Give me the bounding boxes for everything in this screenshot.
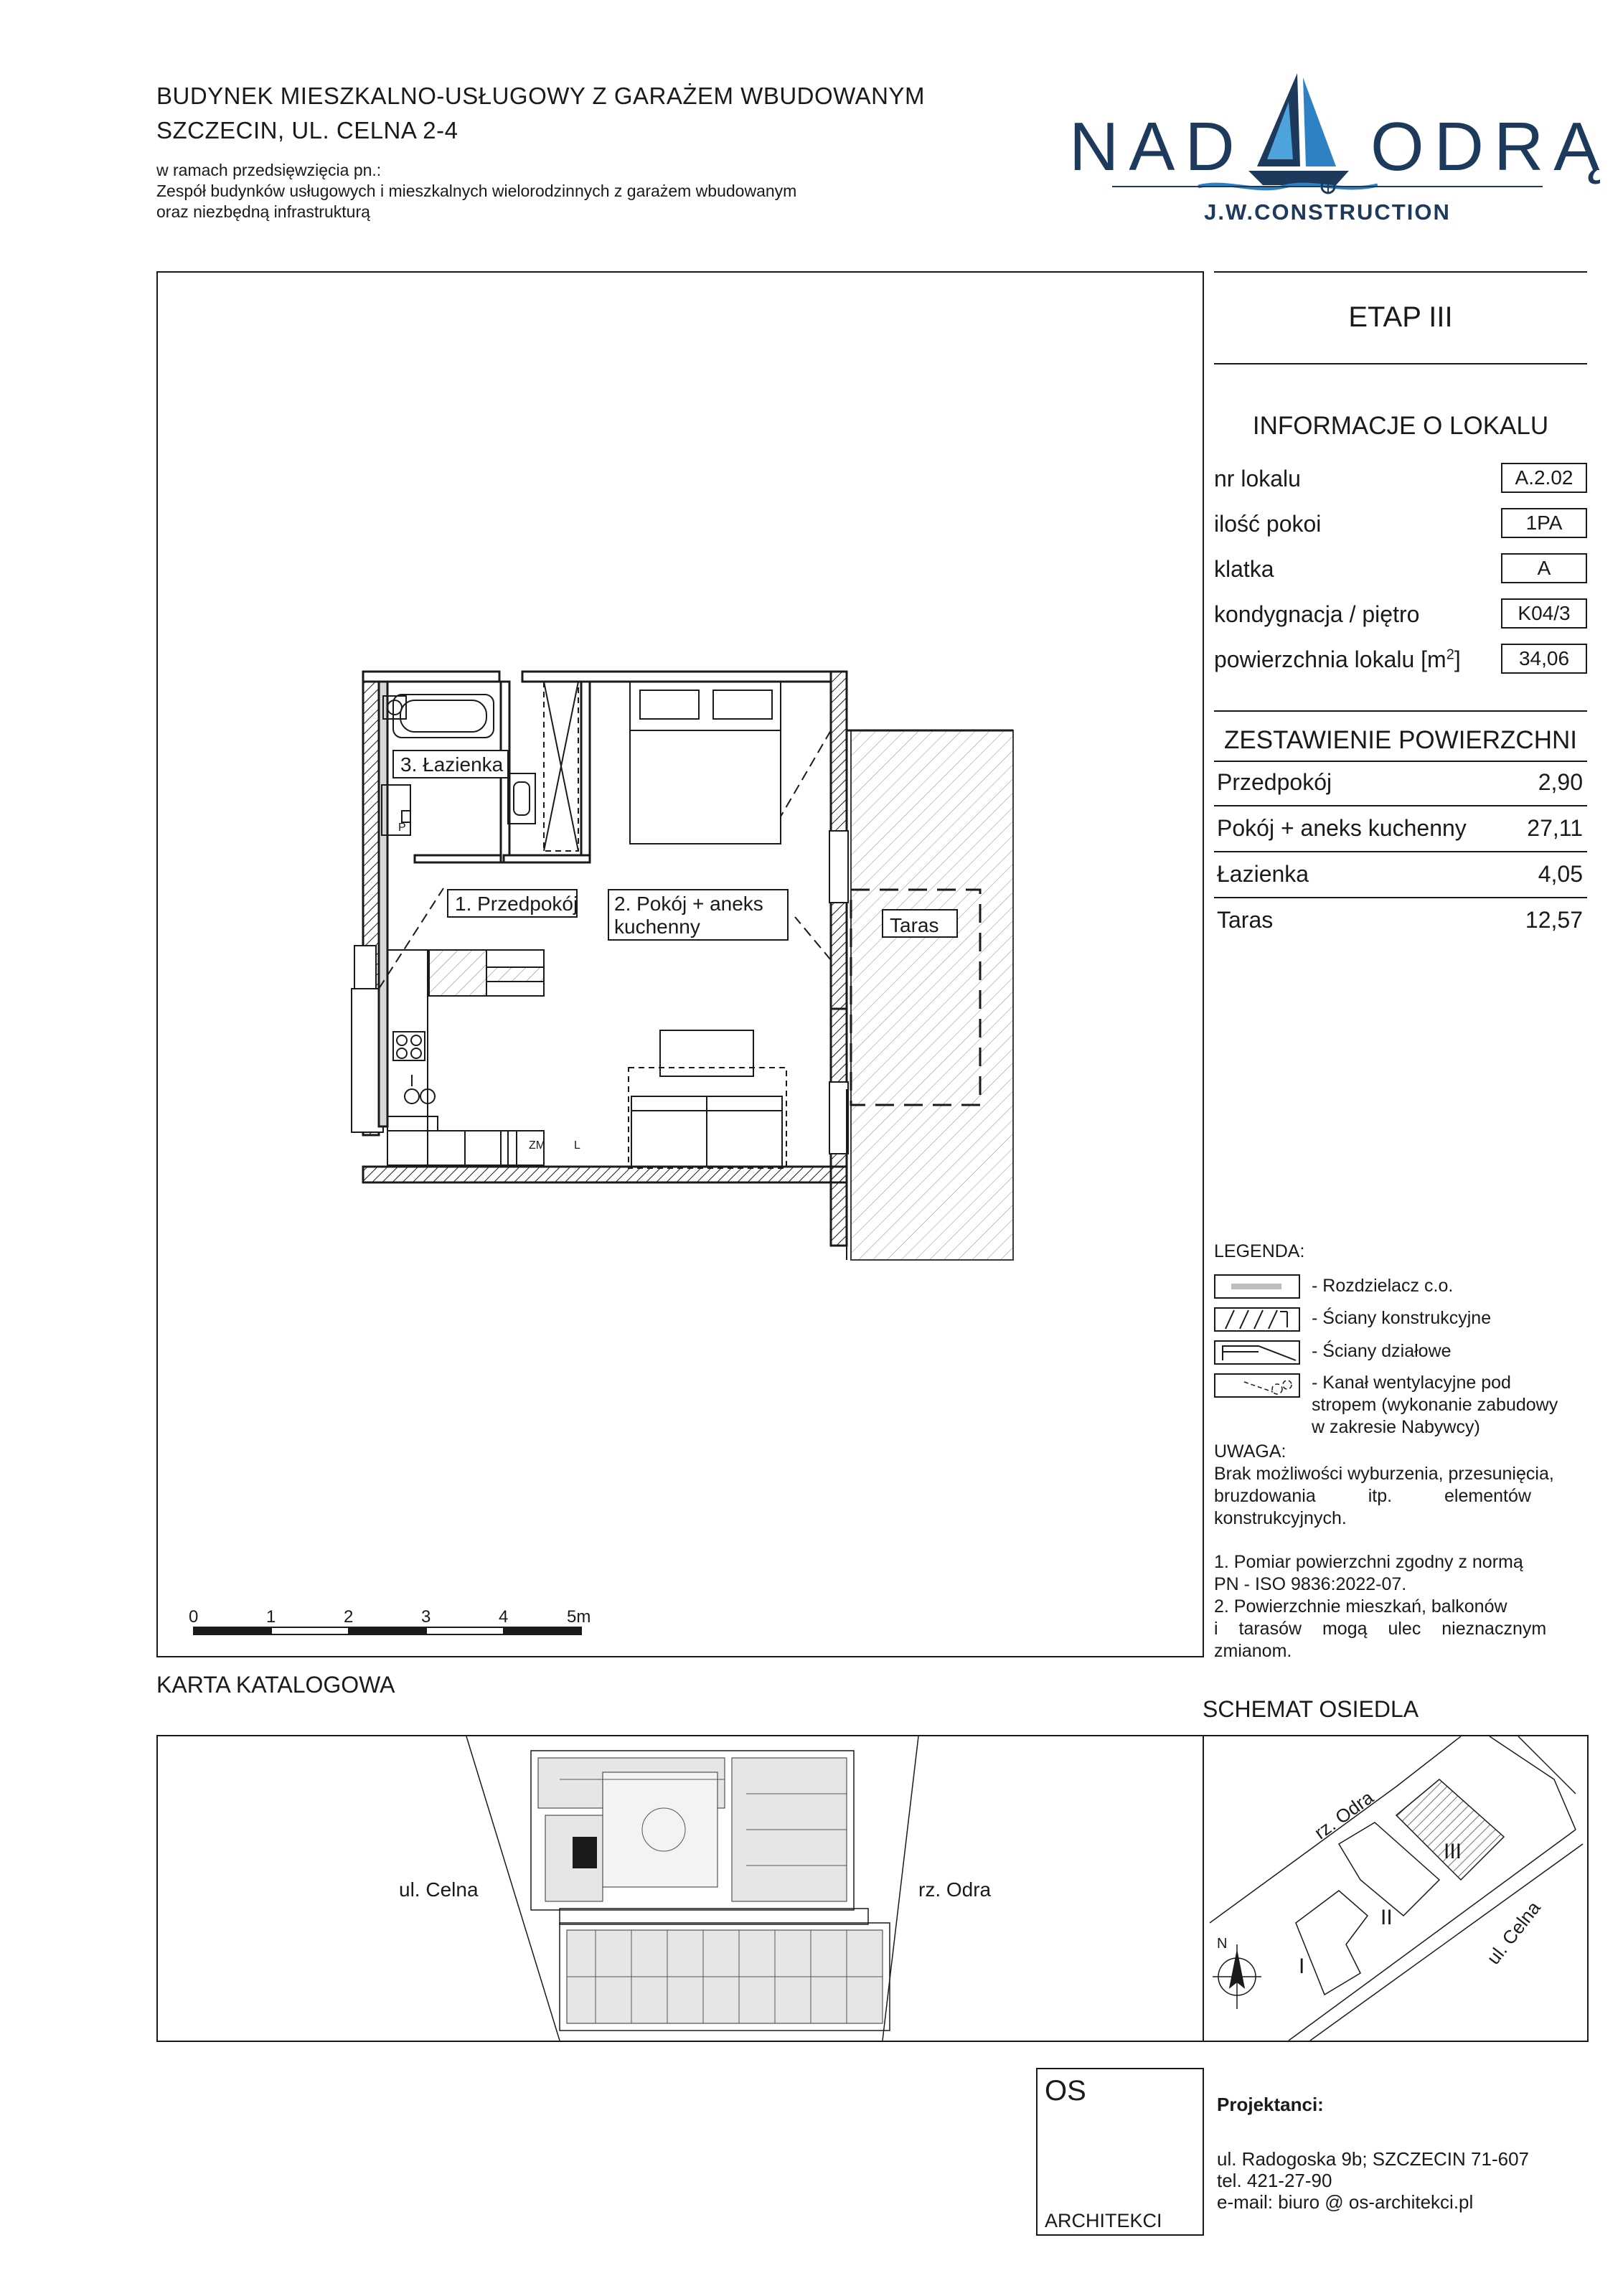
room-label-bathroom: 3. Łazienka (400, 753, 504, 776)
bed (630, 682, 781, 844)
schema-street: ul. Celna (1482, 1897, 1545, 1969)
legend-heading: LEGENDA: (1214, 1241, 1305, 1261)
note-line-3: 2. Powierzchnie mieszkań, balkonów (1214, 1596, 1507, 1617)
stage-label: ETAP III (1348, 301, 1453, 333)
unit-number: A.2.02 (1501, 463, 1587, 493)
project-sub-3: oraz niezbędną infrastrukturą (156, 202, 370, 221)
catalog-map (156, 1735, 1204, 2042)
floor-plan (156, 271, 1204, 1657)
fixture-l: L (574, 1139, 580, 1152)
schema-building-2: II (1380, 1906, 1393, 1929)
scale-1: 1 (266, 1607, 276, 1627)
logo (1069, 59, 1610, 231)
schema-heading: SCHEMAT OSIEDLA (1203, 1696, 1419, 1722)
info-row-area: powierzchnia lokalu $[m^2]$ 34,06 (1214, 641, 1587, 679)
note-line-1: 1. Pomiar powierzchni zgodny z normą (1214, 1552, 1523, 1572)
north-label: N (1217, 1936, 1228, 1952)
terrace (847, 730, 1013, 1260)
info-row-rooms: ilość pokoi 1PA (1214, 505, 1587, 544)
logo-text-left: NAD (1069, 108, 1245, 185)
legend-swatch-distributor (1214, 1274, 1300, 1299)
catalog-street-left: ul. Celna (399, 1878, 479, 1901)
firm-architects: ARCHITEKCI (1045, 2210, 1162, 2231)
legend-text-5: stropem (wykonanie zabudowy (1312, 1395, 1558, 1415)
project-title: BUDYNEK MIESZKALNO-USŁUGOWY Z GARAŻEM WBUDOWANYM (156, 83, 925, 109)
legend-text-2: - Ściany konstrukcyjne (1312, 1308, 1492, 1328)
rooms-count: 1PA (1501, 508, 1587, 538)
stair-value: A (1501, 553, 1587, 583)
warning-line-2: bruzdowania itp. elementów (1214, 1486, 1531, 1506)
area-row-living: Pokój + aneks kuchenny 27,11 (1214, 806, 1587, 852)
legend-text-1: - Rozdzielacz c.o. (1312, 1276, 1454, 1296)
estate-schema-map (1203, 1736, 1587, 2041)
designers-email[interactable]: e-mail: biuro @ os-architekci.pl (1217, 2191, 1474, 2213)
firm-box (1036, 2068, 1204, 2236)
project-sub-1: w ramach przedsięwzięcia pn.: (156, 161, 382, 179)
room-label-hall: 1. Przedpokój (455, 893, 578, 915)
area-row-terrace: Taras 12,57 (1217, 907, 1583, 933)
logo-text-right: ODRĄ (1370, 108, 1610, 185)
scale-4: 4 (499, 1607, 509, 1627)
schema-building-3: III (1444, 1840, 1462, 1863)
fixture-zm: ZM (529, 1139, 546, 1152)
catalog-street-right: rz. Odra (918, 1878, 992, 1901)
project-address: SZCZECIN, UL. CELNA 2-4 (156, 117, 458, 144)
info-row-stair: klatka A (1214, 550, 1587, 589)
floor-value: K04/3 (1501, 598, 1587, 629)
site-plan-map (158, 1736, 1203, 2041)
legend-text-6: w zakresie Nabywcy) (1312, 1417, 1480, 1437)
sofa (629, 1030, 786, 1168)
legend-text-3: - Ściany działowe (1312, 1341, 1452, 1361)
scale-5: 5m (567, 1607, 591, 1627)
fixture-p: P (398, 822, 406, 834)
designers-address: ul. Radogoska 9b; SZCZECIN 71-607 (1217, 2148, 1529, 2170)
logo-subtitle: J.W.CONSTRUCTION (1204, 199, 1451, 225)
estate-schema (1203, 1735, 1589, 2042)
warning-heading: UWAGA: (1214, 1441, 1286, 1462)
scale-2: 2 (344, 1607, 354, 1627)
note-line-5: zmianom. (1214, 1641, 1292, 1661)
scale-bar (194, 1627, 581, 1634)
note-line-4: i tarasów mogą ulec nieznacznym (1214, 1619, 1547, 1639)
info-row-unit: nr lokalu A.2.02 (1214, 460, 1587, 499)
legend-swatch-partition (1214, 1340, 1300, 1365)
areas-heading: ZESTAWIENIE POWIERZCHNI (1224, 726, 1577, 754)
project-sub-2: Zespół budynków usługowych i mieszkalnych wielorodzinnych z garażem wbudowanym (156, 182, 797, 200)
designers-heading: Projektanci: (1217, 2094, 1324, 2115)
warning-line-3: konstrukcyjnych. (1214, 1508, 1347, 1528)
room-label-living-2: kuchenny (614, 916, 700, 938)
warning-line-1: Brak możliwości wyburzenia, przesunięcia, (1214, 1464, 1554, 1484)
area-value: 34,06 (1501, 644, 1587, 674)
designers-phone: tel. 421-27-90 (1217, 2170, 1332, 2191)
schema-river: rz. Odra (1310, 1786, 1378, 1844)
note-line-2: PN - ISO 9836:2022-07. (1214, 1574, 1407, 1594)
bathtub (393, 695, 494, 738)
scale-0: 0 (189, 1607, 199, 1627)
room-label-living-1: 2. Pokój + aneks (614, 893, 763, 915)
legend-text-4: - Kanał wentylacyjne pod (1312, 1373, 1511, 1393)
area-row-hall: Przedpokój 2,90 (1214, 761, 1587, 806)
info-row-floor: kondygnacja / piętro K04/3 (1214, 596, 1587, 634)
room-label-terrace: Taras (890, 914, 939, 936)
info-heading: INFORMACJE O LOKALU (1252, 412, 1549, 440)
catalog-heading: KARTA KATALOGOWA (156, 1672, 395, 1698)
scale-3: 3 (421, 1607, 431, 1627)
legend-swatch-vent (1214, 1373, 1300, 1398)
firm-os: OS (1045, 2075, 1086, 2107)
legend-swatch-structural (1214, 1307, 1300, 1332)
schema-building-1: I (1299, 1954, 1305, 1978)
area-row-bathroom: Łazienka 4,05 (1214, 852, 1587, 898)
